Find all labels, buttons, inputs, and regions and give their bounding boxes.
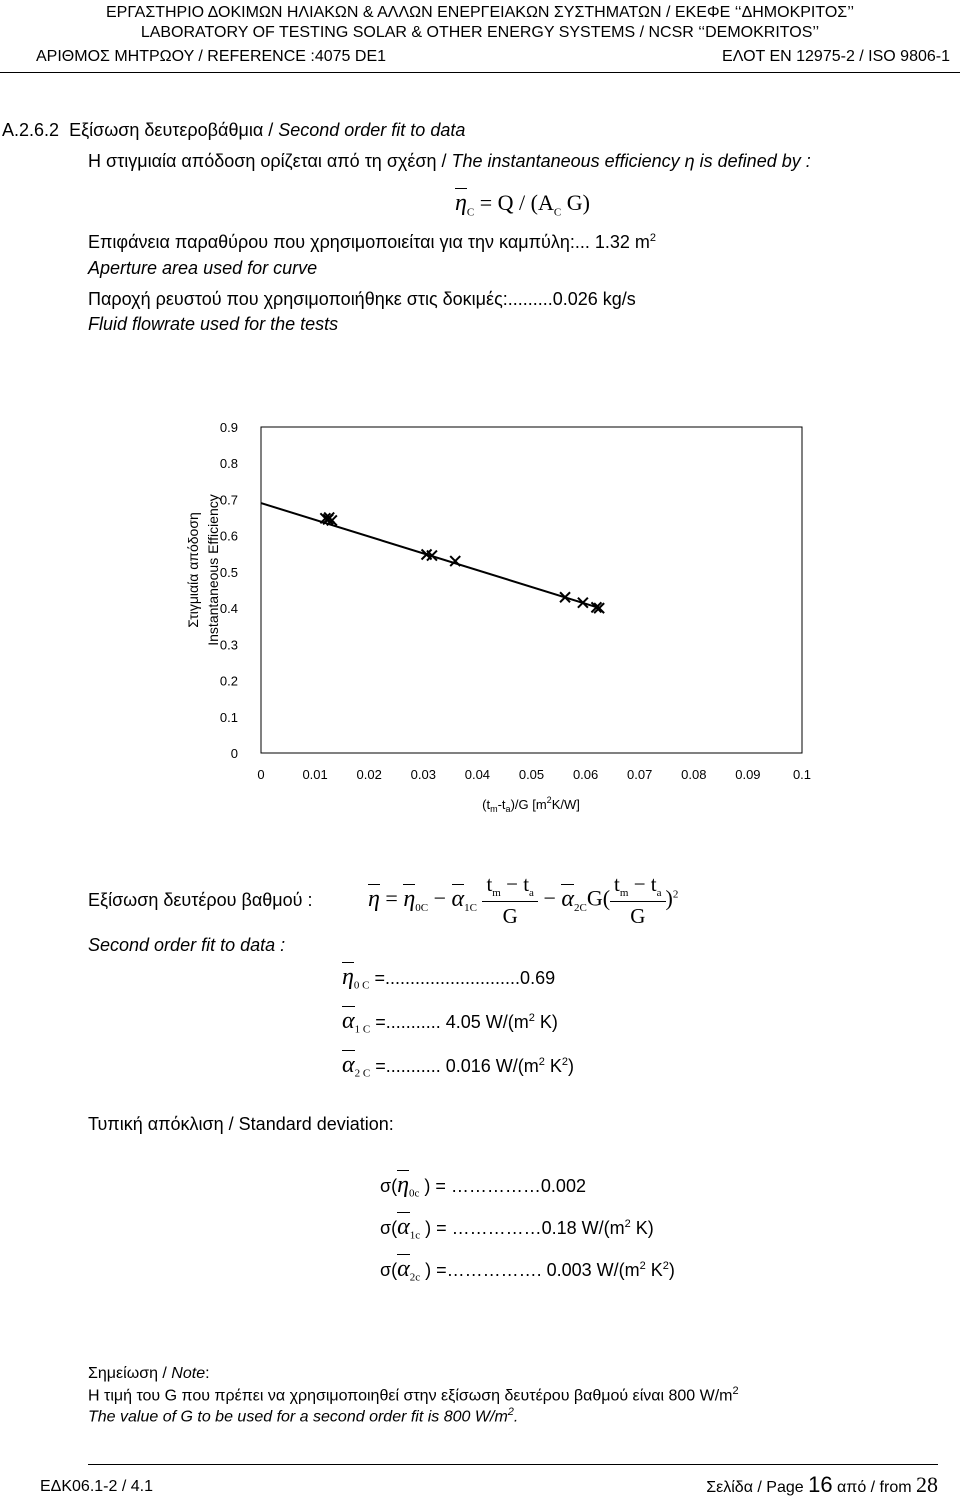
definition-rhs: = Q / (A	[479, 190, 554, 215]
eq-alpha-1c: α	[451, 885, 465, 912]
aperture-sup: 2	[649, 232, 657, 244]
coef-alpha2-value: =........... 0.016 W/(m	[375, 1056, 539, 1076]
x-tick-label: 0.1	[792, 767, 812, 782]
eq-eta-0c: η	[403, 885, 416, 912]
eq-open: G(	[586, 885, 611, 911]
definition-end: G)	[561, 190, 590, 215]
x-tick-label: 0.05	[518, 767, 545, 782]
aperture-line	[88, 232, 656, 253]
coef-alpha2-tail-sup: 2	[561, 1056, 569, 1068]
coef-alpha1-tail: K)	[534, 1012, 558, 1032]
stddev-alpha1-symbol: α	[397, 1214, 410, 1240]
coef-alpha2	[342, 1050, 574, 1080]
coef-alpha2-sup: 2	[538, 1056, 545, 1068]
intro-line	[88, 151, 811, 172]
eq-fraction-2: $\frac{t_m - t_a}{G}$	[610, 872, 665, 929]
x-tick-label: 0	[257, 767, 265, 782]
header-reference: ΑΡΙΘΜΟΣ ΜΗΤΡΩΟΥ / REFERENCE :4075 DE1	[36, 48, 387, 65]
note-title-gr: Σημείωση /	[88, 1365, 172, 1382]
frac2-den: G	[630, 904, 646, 929]
header-divider	[0, 72, 960, 73]
eq-equals: =	[385, 885, 398, 911]
x-axis-label: $(t_m-t_a)/G$ $[m^2K/W]$	[482, 795, 580, 814]
stddev-sub-1: 1c	[409, 1229, 421, 1242]
coef-alpha2-sub: 2 C	[354, 1067, 371, 1080]
area-sub: C	[553, 206, 562, 219]
x-tick-label: 0.08	[681, 767, 707, 782]
eq-alpha-2c: α	[561, 885, 574, 912]
y-tick-label: 0.7	[219, 492, 238, 508]
y-axis-label-gr: Στιγμιαία απόδοση	[185, 512, 201, 628]
x-tick-label: 0.09	[735, 767, 761, 782]
stddev-label: Τυπική απόκλιση / Standard deviation:	[88, 1114, 394, 1134]
section-title-gr: Εξίσωση δευτεροβάθμια /	[69, 120, 279, 140]
y-tick-label: 0.6	[219, 528, 238, 544]
note-en-sup: 2	[507, 1406, 514, 1418]
section-number: A.2.6.2	[2, 120, 60, 140]
stddev-alpha1	[380, 1212, 654, 1242]
footer-page-label: Σελίδα / Page	[706, 1479, 809, 1496]
data-point	[450, 556, 460, 566]
stddev-sub-0: 0c	[409, 1187, 420, 1200]
y-tick-label: 0.1	[219, 709, 238, 725]
stddev-value-0: ) = ……………0.002	[419, 1176, 586, 1196]
coef-eta0	[342, 962, 555, 992]
stddev-sigma-0: σ(	[380, 1176, 398, 1196]
note-line-en	[88, 1406, 518, 1426]
stddev-sigma-1: σ(	[380, 1218, 398, 1238]
x-tick-label: 0.02	[356, 767, 382, 782]
note-title-en: Note	[171, 1365, 206, 1382]
equation-label: Εξίσωση δευτέρου βαθμού :	[88, 890, 313, 910]
footer-page	[706, 1472, 938, 1498]
eq-sub-1c: 1C	[464, 902, 477, 915]
note-en-text: The value of G to be used for a second order fit is 800 W/m	[88, 1408, 508, 1426]
stddev-sup-1: 2	[624, 1218, 631, 1230]
eq-eta-c: η	[368, 885, 380, 912]
footer-page-number: 16	[808, 1472, 833, 1497]
coef-alpha1-sub: 1 C	[354, 1023, 371, 1036]
y-tick-label: 0.9	[219, 420, 238, 435]
frac1-den: G	[502, 904, 518, 929]
plot-frame	[261, 427, 802, 753]
efficiency-definition	[455, 188, 590, 218]
note-gr-text: Η τιμή του G που πρέπει να χρησιμοποιηθεί στην εξίσωση δευτέρου βαθμού είναι 800 W/m	[88, 1387, 733, 1405]
equation-label-en: Second order fit to data :	[88, 935, 286, 955]
stddev-sup-2: 2	[639, 1260, 646, 1272]
eq-square: 2	[672, 888, 679, 901]
section-title	[2, 120, 465, 141]
section-title-en: Second order fit to data	[278, 120, 466, 140]
stddev-value-2: ) =……………. 0.003 W/(m	[420, 1260, 640, 1280]
coef-alpha2-tail-end: )	[568, 1056, 575, 1076]
eta-sub: C	[466, 206, 475, 219]
y-tick-label: 0.5	[219, 564, 238, 580]
note-line-gr	[88, 1385, 739, 1405]
footer-doc: ΕΔΚ06.1-2 / 4.1	[40, 1478, 153, 1495]
footer-divider	[88, 1464, 938, 1465]
y-axis-label-en: Instantaneous Efficiency	[205, 494, 221, 646]
eq-sub-2c: 2C	[573, 902, 587, 915]
stddev-tail-sup-2: 2	[662, 1260, 669, 1272]
eq-fraction-1: $\frac{t_m - t_a}{G}$	[482, 872, 537, 929]
stddev-eta0	[380, 1170, 586, 1200]
y-tick-label: 0	[230, 746, 238, 761]
coef-eta0-sub: 0 C	[353, 979, 370, 992]
coef-alpha1-symbol: α	[342, 1008, 355, 1034]
fit-line	[261, 503, 599, 608]
frac2-m: m	[619, 887, 629, 900]
frac1-a: a	[529, 887, 534, 900]
note-gr-sup: 2	[732, 1385, 739, 1397]
x-tick-label: 0.07	[627, 767, 653, 782]
stddev-value-1: ) = ……………0.18 W/(m	[420, 1218, 625, 1238]
stddev-eta-symbol: η	[397, 1172, 410, 1198]
x-ticks	[257, 767, 811, 782]
x-tick-label: 0.01	[302, 767, 328, 782]
y-tick-label: 0.4	[219, 601, 238, 617]
aperture-gr: Επιφάνεια παραθύρου που χρησιμοποιείται για την καμπύλη:... 1.32 m	[88, 232, 650, 252]
intro-gr: Η στιγμιαία απόδοση ορίζεται από τη σχέση /	[88, 151, 452, 171]
stddev-sigma-2: σ(	[380, 1260, 398, 1280]
eq-close: )	[665, 885, 673, 911]
x-tick-label: 0.03	[410, 767, 436, 782]
flow-en: Fluid flowrate used for the tests	[88, 314, 339, 334]
aperture-en: Aperture area used for curve	[88, 258, 318, 278]
eq-minus-1: −	[433, 885, 446, 911]
header-line-1: ΕΡΓΑΣΤΗΡΙΟ ΔΟΚΙΜΩΝ ΗΛΙΑΚΩΝ & ΑΛΛΩΝ ΕΝΕΡΓΕΙΑΚΩΝ ΣΥΣΤΗΜΑΤΩΝ / ΕΚΕΦΕ ‘‘ΔΗΜΟΚΡΙΤΟΣ’’	[105, 4, 855, 21]
efficiency-chart	[170, 400, 870, 830]
note-title	[88, 1365, 210, 1383]
frac1-m: m	[492, 887, 501, 900]
footer-total: 28	[916, 1472, 938, 1497]
flow-gr: Παροχή ρευστού που χρησιμοποιήθηκε στις δοκιμές:.........0.026 kg/s	[88, 289, 636, 309]
footer-from-label: από / from	[832, 1479, 916, 1496]
stddev-tail-1: K)	[630, 1218, 654, 1238]
stddev-tail-2: K	[645, 1260, 663, 1280]
intro-en: The instantaneous efficiency η is defined by :	[451, 151, 811, 171]
coef-eta0-value: =...........................0.69	[374, 968, 556, 988]
y-tick-label: 0.3	[219, 637, 238, 653]
stddev-alpha2	[380, 1254, 675, 1284]
note-title-colon: :	[205, 1365, 210, 1382]
stddev-alpha2-symbol: α	[397, 1256, 410, 1282]
coef-alpha2-symbol: α	[342, 1052, 355, 1078]
eq-minus-2: −	[543, 885, 556, 911]
eta-bar: η	[455, 190, 467, 216]
y-ticks	[220, 420, 238, 761]
second-order-equation	[368, 872, 678, 929]
x-tick-label: 0.06	[572, 767, 599, 782]
frac2-a: a	[656, 887, 662, 900]
stddev-tail-end-2: )	[668, 1260, 675, 1280]
note-en-end: .	[513, 1408, 519, 1426]
header-standard: ΕΛΟΤ EN 12975-2 / ISO 9806-1	[722, 48, 950, 65]
data-points	[320, 513, 604, 614]
eq-sub-0c: 0C	[415, 902, 429, 915]
coef-alpha1	[342, 1006, 558, 1036]
y-tick-label: 0.2	[219, 673, 238, 689]
coef-alpha1-value: =........... 4.05 W/(m	[375, 1012, 529, 1032]
coef-alpha1-sup: 2	[528, 1012, 535, 1024]
y-tick-label: 0.8	[219, 456, 238, 472]
coef-eta0-symbol: η	[342, 964, 354, 990]
stddev-sub-2: 2c	[409, 1271, 421, 1284]
coef-alpha2-tail: K	[544, 1056, 562, 1076]
x-tick-label: 0.04	[464, 767, 491, 782]
header-line-2: LABORATORY OF TESTING SOLAR & OTHER ENERGY SYSTEMS / NCSR ‘‘DEMOKRITOS’’	[140, 24, 820, 41]
